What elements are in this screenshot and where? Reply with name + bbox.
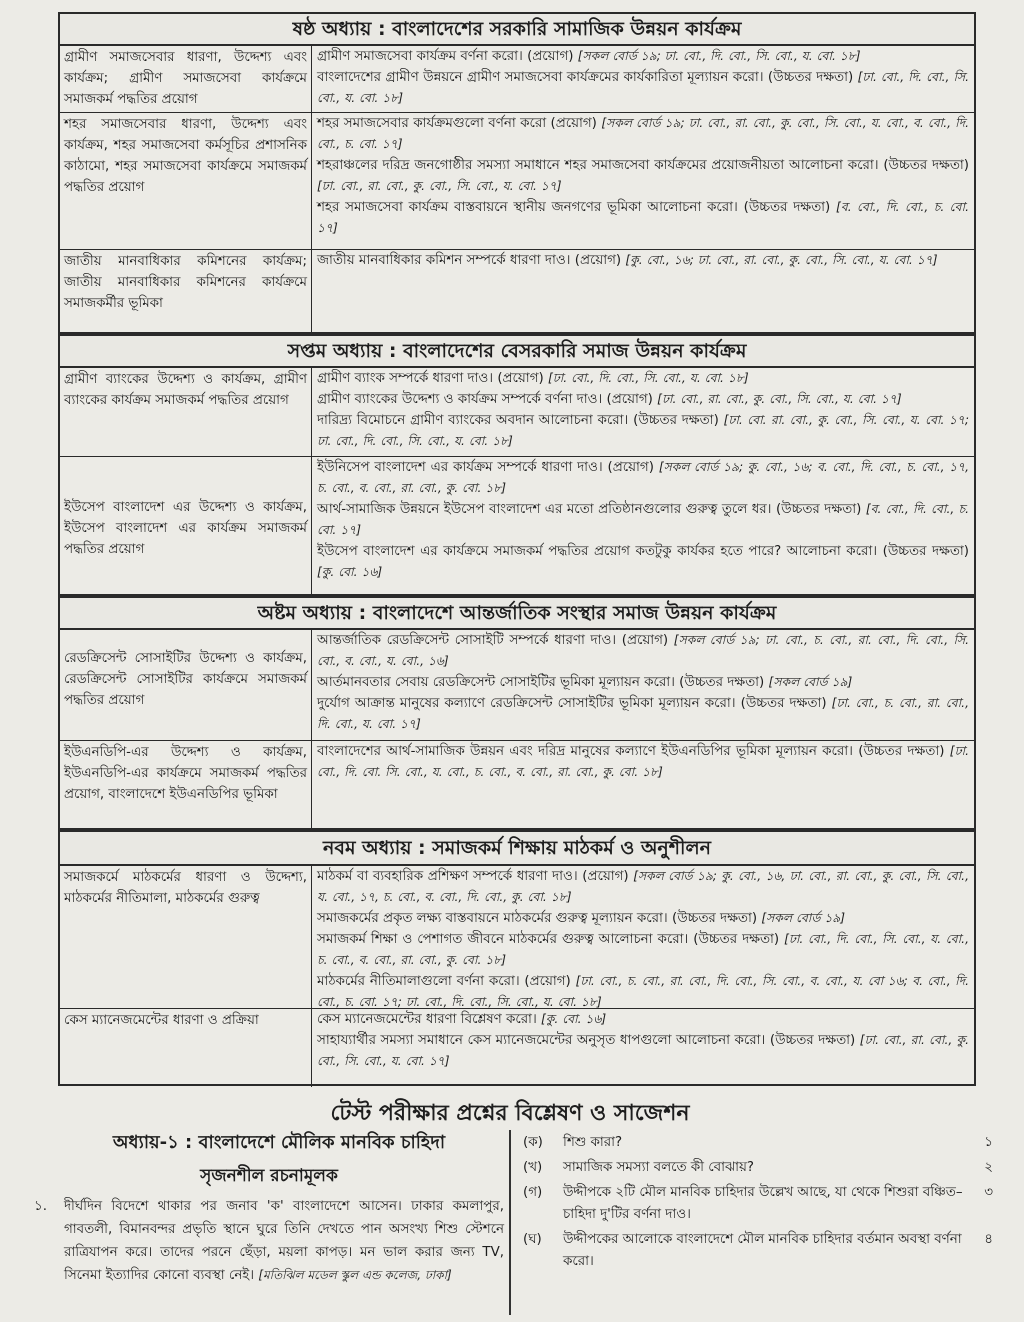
sub-question: (ঘ) উদ্দীপকের আলোকে বাংলাদেশে মৌল মানবিক চাহিদার বর্তমান অবস্থা বর্ণনা করো। ৪ [523, 1229, 993, 1273]
question-item: সমাজকর্ম শিক্ষা ও পেশাগত জীবনে মাঠকর্মের গুরুত্ব আলোচনা করো। (উচ্চতর দক্ষতা) [ঢা. বো., দি. বো., সি. বো., য. বো., চ. বো., ব. বো., রা. বো., কু. বো. ১৮] [317, 932, 969, 967]
marks: ২ [984, 1160, 993, 1175]
marks: ৩ [984, 1185, 993, 1200]
question-item: ইউনিসেপ বাংলাদেশ এর কার্যক্রম সম্পর্কে ধারণা দাও। (প্রয়োগ) [সকল বোর্ড ১৯; কু. বো., ১৬; ব. বো., দি. বো., চ. বো., ১৭, চ. বো., ব. বো., রা. বো., কু. বো. ১৮] [317, 460, 969, 495]
topic-cell: কেস ম্যানেজমেন্টের ধারণা ও প্রক্রিয়া [60, 1009, 312, 1087]
table-row [60, 741, 974, 831]
topic-cell: শহর সমাজসেবার ধারণা, উদ্দেশ্য এবং কার্যক্রম, শহর সমাজসেবা কর্মসূচির প্রশাসনিক কাঠামো, শহর সমাজসেবা কার্যক্রমে সমাজকর্ম পদ্ধতির প্রয়োগ [60, 113, 312, 249]
question-item: দুর্যোগ আক্রান্ত মানুষের কল্যাণে রেডক্রিসেন্ট সোসাইটির ভূমিকা মূল্যায়ন করো। (উচ্চতর দক্ষতা) [ঢা. বো., চ. বো., রা. বো., দি. বো., য. বো. ১৭] [317, 696, 969, 731]
table-row [60, 46, 974, 113]
test-chapter-title: অধ্যায়-১ : বাংলাদেশে মৌলিক মানবিক চাহিদা [112, 1132, 446, 1153]
question-item: শহর সমাজসেবার কার্যক্রমগুলো বর্ণনা করো (প্রয়োগ) [সকল বোর্ড ১৯; ঢা. বো., রা. বো., কু. বো., সি. বো., য. বো., ব. বো., দি. বো., চ. বো. ১৭] [317, 116, 969, 151]
creative-question-left [34, 1128, 504, 1287]
question-item: আন্তর্জাতিক রেডক্রিসেন্ট সোসাইটি সম্পর্কে ধারণা দাও। (প্রয়োগ) [সকল বোর্ড ১৯; ঢা. বো., চ. বো., রা. বো., দি. বো., সি. বো., ব. বো., য. বো., ১৬] [317, 633, 969, 668]
table-row [60, 457, 974, 597]
sub-question: (গ) উদ্দীপকে ২টি মৌল মানবিক চাহিদার উল্লেখ আছে, যা থেকে শিশুরা বঞ্চিত– চাহিদা দু'টির বর্ণনা দাও। ৩ [523, 1182, 993, 1226]
table-row [60, 1009, 974, 1087]
table-row [60, 250, 974, 334]
chapter-table [58, 334, 976, 596]
marks: ১ [984, 1135, 993, 1150]
question-item: ইউসেপ বাংলাদেশ এর কার্যক্রমে সমাজকর্ম পদ্ধতির প্রয়োগ কতটুকু কার্যকর হতে পারে? আলোচনা করো। (উচ্চতর দক্ষতা) [কু. বো. ১৬] [317, 544, 969, 579]
topic-cell: গ্রামীণ সমাজসেবার ধারণা, উদ্দেশ্য এবং কার্যক্রম; গ্রামীণ সমাজসেবা কার্যক্রমে সমাজকর্ম পদ্ধতির প্রয়োগ [60, 46, 312, 112]
question-item: গ্রামীণ ব্যাংকের উদ্দেশ্য ও কার্যক্রম সম্পর্কে বর্ণনা দাও। (প্রয়োগ) [ঢা. বো., রা. বো., কু. বো., সি. বো., য. বো. ১৭] [317, 392, 902, 407]
topic-cell: সমাজকর্মে মাঠকর্মের ধারণা ও উদ্দেশ্য, মাঠকর্মের নীতিমালা, মাঠকর্মের গুরুত্ব [60, 866, 312, 1008]
topic-cell: জাতীয় মানবাধিকার কমিশনের কার্যক্রম; জাতীয় মানবাধিকার কমিশনের কার্যক্রমে সমাজকর্মীর ভূমিকা [60, 250, 312, 334]
table-row [60, 866, 974, 1009]
table-row [60, 368, 974, 457]
question-item: সমাজকর্মের প্রকৃত লক্ষ্য বাস্তবায়নে মাঠকর্মের গুরুত্ব মূল্যায়ন করো। (উচ্চতর দক্ষতা) [সকল বোর্ড ১৯] [317, 911, 846, 926]
question-item: আর্তমানবতার সেবায় রেডক্রিসেন্ট সোসাইটির ভূমিকা মূল্যায়ন করো। (উচ্চতর দক্ষতা) [সকল বোর্ড ১৯] [317, 675, 853, 690]
question-item: মাঠকর্ম বা ব্যবহারিক প্রশিক্ষণ সম্পর্কে ধারণা দাও। (প্রয়োগ) [সকল বোর্ড ১৯; কু. বো., ১৬, ঢা. বো., রা. বো., কু. বো., সি. বো., য. বো., ১৭, চ. বো., ব. বো., দি. বো., কু. বো. ১৮] [317, 869, 969, 904]
marks: ৪ [984, 1232, 993, 1247]
question-item: গ্রামীণ সমাজসেবা কার্যক্রম বর্ণনা করো। (প্রয়োগ) [সকল বোর্ড ১৯; ঢা. বো., দি. বো., সি. বো., য. বো. ১৮] [317, 49, 861, 64]
column-divider [509, 1130, 511, 1315]
question-item: মাঠকর্মের নীতিমালাগুলো বর্ণনা করো। (প্রয়োগ) [ঢা. বো., চ. বো., রা. বো., দি. বো., সি. বো., ব. বো., য. বো ১৬; ব. বো., দি. বো., চ. বো. ১৭; ঢা. বো., দি. বো., সি. বো., য. বো. ১৮] [317, 974, 969, 1008]
chapter-table [58, 830, 976, 1086]
sub-question: (খ) সামাজিক সমস্যা বলতে কী বোঝায়? ২ [523, 1157, 993, 1179]
topic-cell: গ্রামীণ ব্যাংকের উদ্দেশ্য ও কার্যক্রম, গ্রামীণ ব্যাংকের কার্যক্রম সমাজকর্ম পদ্ধতির প্রয়োগ [60, 368, 312, 456]
question-item: শহরাঞ্চলের দরিদ্র জনগোষ্ঠীর সমস্যা সমাধানে শহর সমাজসেবা কার্যক্রমের প্রয়োজনীয়তা আলোচনা করো। (উচ্চতর দক্ষতা) [ঢা. বো., রা. বো., কু. বো., সি. বো., য. বো. ১৭] [317, 158, 969, 193]
question-item: সাহায্যার্থীর সমস্যা সমাধানে কেস ম্যানেজমেন্টের অনুসৃত ধাপগুলো আলোচনা করো। (উচ্চতর দক্ষতা) [ঢা. বো., রা. বো., কু. বো., সি. বো., য. বো. ১৭] [317, 1033, 969, 1068]
chapter-title: অষ্টম অধ্যায় : বাংলাদেশে আন্তর্জাতিক সংস্থার সমাজ উন্নয়ন কার্যক্রম [60, 598, 974, 630]
stem-text: দীর্ঘদিন বিদেশে থাকার পর জনাব 'ক' বাংলাদেশে আসেন। ঢাকার কমলাপুর, গাবতলী, বিমানবন্দর প্রভৃতি স্থানে ঘুরে তিনি দেখতে পান অসংখ্য শিশু স্টেশনে রাত্রিযাপন করে। তাদের পরনে ছেঁড়া, ময়লা কাপড়। মন ভাল করার জন্য TV, সিনেমা ইত্যাদির কোনো ব্যবস্থা নেই। [64, 1199, 504, 1283]
sub-question: (ক) শিশু কারা? ১ [523, 1132, 993, 1154]
table-row [60, 113, 974, 250]
stem-source: [মতিঝিল মডেল স্কুল এন্ড কলেজ, ঢাকা] [258, 1268, 452, 1282]
test-subheading: সৃজনশীল রচনামূলক [200, 1166, 338, 1186]
creative-question-right [523, 1132, 993, 1276]
question-item: বাংলাদেশের গ্রামীণ উন্নয়নে গ্রামীণ সমাজসেবা কার্যক্রমের কার্যকারিতা মূল্যায়ন করো। (উচ্চতর দক্ষতা) [ঢা. বো., দি. বো., সি. বো., য. বো. ১৮] [317, 70, 970, 105]
topic-cell: ইউএনডিপি-এর উদ্দেশ্য ও কার্যক্রম, ইউএনডিপি-এর কার্যক্রমে সমাজকর্ম পদ্ধতির প্রয়োগ, বাংলাদেশে ইউএনডিপির ভূমিকা [60, 741, 312, 831]
question-item: বাংলাদেশের আর্থ-সামাজিক উন্নয়ন এবং দরিদ্র মানুষের কল্যাণে ইউএনডিপির ভূমিকা মূল্যায়ন করো। (উচ্চতর দক্ষতা) [ঢা. বো., দি. বো. সি. বো., য. বো., চ. বো., ব. বো., রা. বো., কু. বো. ১৮] [317, 744, 970, 779]
chapter-title: নবম অধ্যায় : সমাজকর্ম শিক্ষায় মাঠকর্ম ও অনুশীলন [60, 832, 974, 866]
topic-cell: ইউসেপ বাংলাদেশ এর উদ্দেশ্য ও কার্যক্রম, ইউসেপ বাংলাদেশ এর কার্যক্রম সমাজকর্ম পদ্ধতির প্রয়োগ [60, 457, 312, 597]
stem-number: ১. [34, 1199, 47, 1214]
chapter-table [58, 12, 976, 334]
question-item: গ্রামীণ ব্যাংক সম্পর্কে ধারণা দাও। (প্রয়োগ) [ঢা. বো., দি. বো., সি. বো., য. বো. ১৮] [317, 371, 749, 386]
table-row [60, 630, 974, 741]
question-item: জাতীয় মানবাধিকার কমিশন সম্পর্কে ধারণা দাও। (প্রয়োগ) [কু. বো., ১৬; ঢা. বো., রা. বো., কু. বো., সি. বো., য. বো. ১৭] [317, 253, 938, 268]
topic-cell: রেডক্রিসেন্ট সোসাইটির উদ্দেশ্য ও কার্যক্রম, রেডক্রিসেন্ট সোসাইটির কার্যক্রমে সমাজকর্ম পদ্ধতির প্রয়োগ [60, 630, 312, 740]
question-item: কেস ম্যানেজমেন্টের ধারণা বিশ্লেষণ করো। [কু. বো. ১৬] [317, 1012, 607, 1027]
chapter-title: ষষ্ঠ অধ্যায় : বাংলাদেশের সরকারি সামাজিক উন্নয়ন কার্যক্রম [60, 14, 974, 46]
chapter-title: সপ্তম অধ্যায় : বাংলাদেশের বেসরকারি সমাজ উন্নয়ন কার্যক্রম [60, 336, 974, 368]
question-item: আর্থ-সামাজিক উন্নয়নে ইউসেপ বাংলাদেশ এর মতো প্রতিষ্ঠানগুলোর গুরুত্ব তুলে ধর। (উচ্চতর দক্ষতা) [ব. বো., দি. বো., চ. বো. ১৭] [317, 502, 969, 537]
chapter-table [58, 596, 976, 830]
question-item: দারিদ্র্য বিমোচনে গ্রামীণ ব্যাংকের অবদান আলোচনা করো। (উচ্চতর দক্ষতা) [ঢা. বো. রা. বো., কু. বো., সি. বো., য. বো. ১৭; ঢা. বো., দি. বো., সি. বো., য. বো. ১৮] [317, 413, 969, 448]
question-stem [34, 1195, 504, 1287]
test-section-heading: টেস্ট পরীক্ষার প্রশ্নের বিশ্লেষণ ও সাজেশন [330, 1101, 690, 1126]
question-item: শহর সমাজসেবা কার্যক্রম বাস্তবায়নে স্থানীয় জনগণের ভূমিকা আলোচনা করো। (উচ্চতর দক্ষতা) [ব. বো., দি. বো., চ. বো. ১৭] [317, 200, 969, 235]
